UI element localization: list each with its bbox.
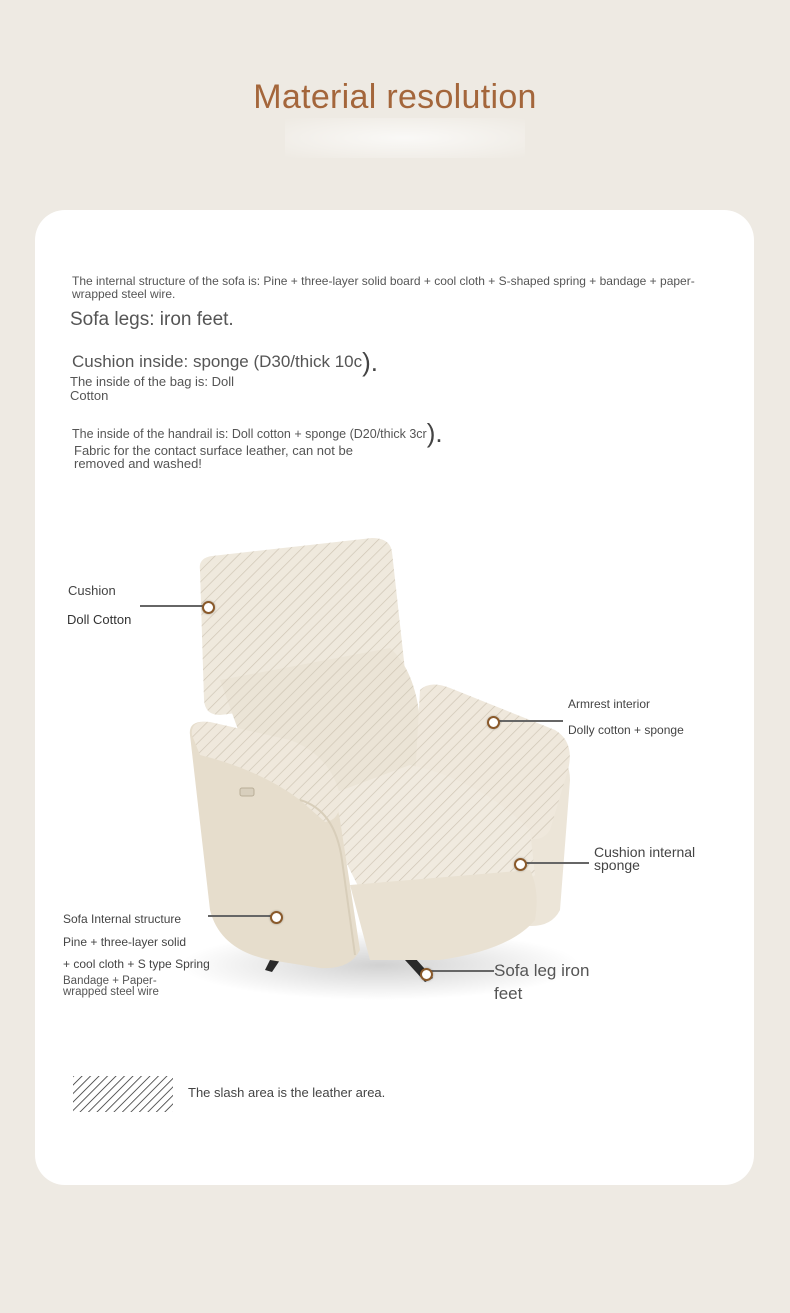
sponge-callout-line (525, 862, 589, 864)
spec-cushion-text: Cushion inside: sponge (D30/thick 10c (72, 352, 363, 371)
cushion-callout-dot (202, 601, 215, 614)
sofa-chair-illustration (150, 530, 600, 1000)
title-glow (285, 118, 525, 158)
spec-legs: Sofa legs: iron feet. (70, 309, 234, 330)
page-title: Material resolution (253, 78, 537, 116)
structure-callout-line3: Bandage + Paper-wrapped steel wire (63, 975, 159, 998)
structure-callout-line (208, 915, 272, 917)
structure-callout-title: Sofa Internal structure (63, 912, 182, 926)
spec-structure: The internal structure of the sofa is: Pine + three-layer solid board + cool cloth + S-shaped spring + bandage + paper-wrapped steel wire. (72, 274, 695, 301)
spec-fabric: Fabric for the contact surface leather, can not be removed and washed! (74, 443, 353, 471)
sponge-callout-label: Cushion internal sponge (594, 844, 696, 873)
structure-callout-line1: Pine + three-layer solid (63, 935, 187, 949)
spec-cushion (72, 343, 379, 377)
structure-callout-dot (270, 911, 283, 924)
spec-handrail-text: The inside of the handrail is: Doll cotton + sponge (D20/thick 3cr (72, 427, 427, 441)
leg-callout-dot (420, 968, 433, 981)
armrest-callout-dot (487, 716, 500, 729)
cushion-callout-line (140, 605, 206, 607)
cushion-callout-title: Cushion (68, 583, 116, 598)
armrest-callout-title: Armrest interior (568, 697, 651, 711)
armrest-callout-value: Dolly cotton + sponge (568, 723, 684, 737)
structure-callout-line2: + cool cloth + S type Spring (63, 957, 210, 971)
spec-handrail-paren: ). (426, 418, 443, 448)
armrest-callout-line (497, 720, 563, 722)
spec-cushion-paren: ). (362, 347, 379, 377)
sponge-callout-dot (514, 858, 527, 871)
slash-area-swatch (73, 1076, 173, 1112)
spec-handrail (72, 414, 443, 448)
legend-text: The slash area is the leather area. (188, 1085, 386, 1100)
spec-bag: The inside of the bag is: Doll Cotton (70, 374, 235, 403)
cushion-callout-value: Doll Cotton (67, 612, 132, 627)
leg-callout-line (430, 970, 494, 972)
leg-callout-label: Sofa leg iron feet (494, 961, 590, 1003)
